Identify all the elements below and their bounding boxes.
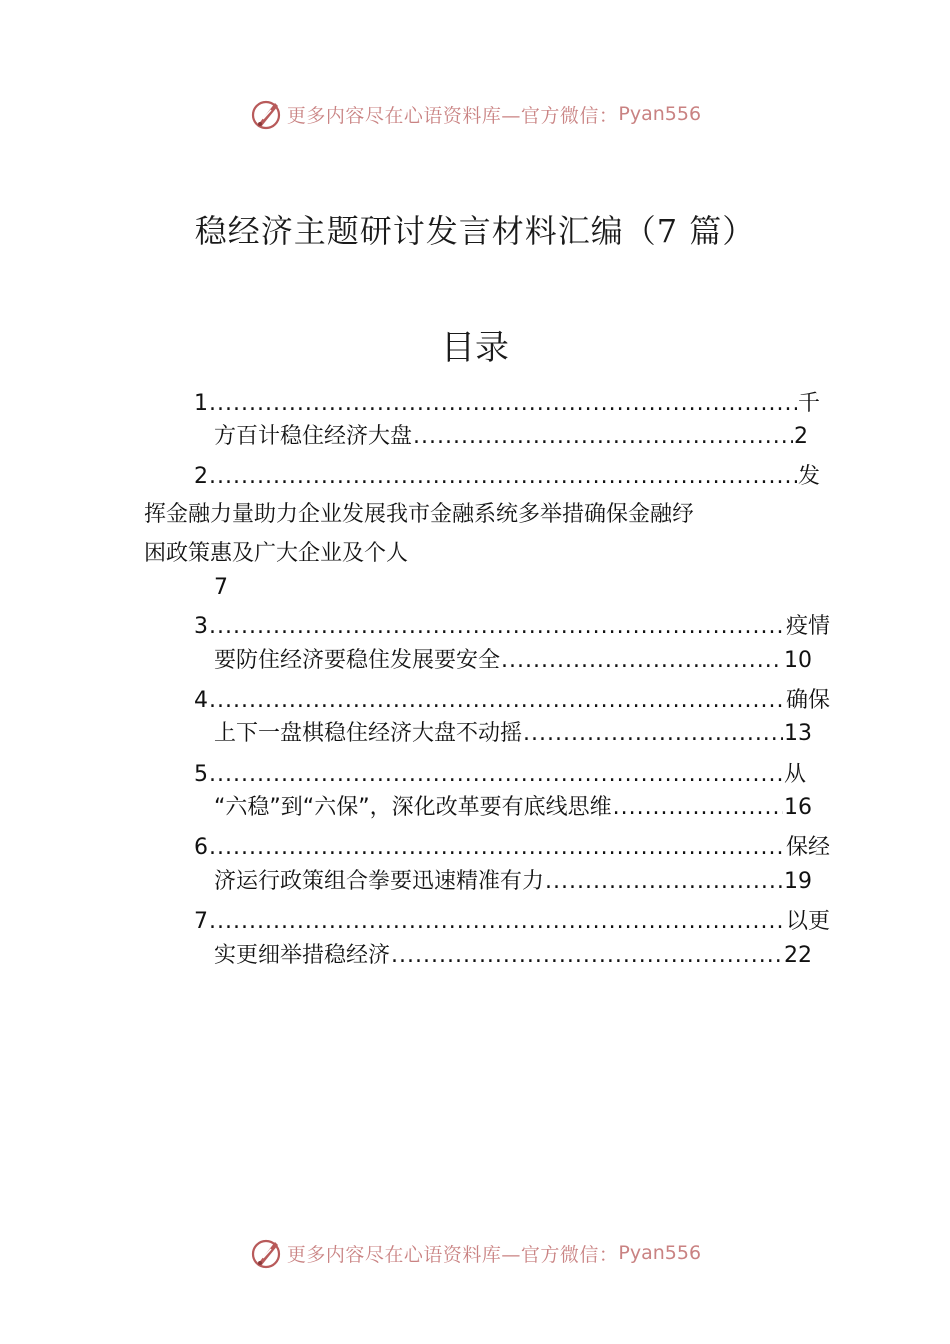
toc-entry-page: 2 — [794, 424, 808, 449]
toc-entry-5-line1[interactable] — [194, 760, 806, 790]
document-title: 稳经济主题研讨发言材料汇编（7 篇） — [194, 212, 756, 250]
watermark-wechat-id: Pyan556 — [618, 1242, 702, 1264]
toc-entry-1-line2[interactable] — [214, 422, 808, 452]
dot-leader — [209, 760, 783, 790]
toc-entry-number: 4 — [194, 688, 208, 713]
toc-entry-2-page: 7 — [214, 575, 228, 600]
watermark-text: 更多内容尽在心语资料库—官方微信： — [286, 1243, 619, 1266]
toc-entry-title-tail: 上下一盘棋稳住经济大盘不动摇 — [214, 721, 523, 746]
toc-entry-title-head: 保经 — [785, 835, 830, 860]
dot-leader — [413, 422, 793, 452]
watermark-text: 更多内容尽在心语资料库—官方微信： — [286, 104, 619, 127]
toc-entry-3-line1[interactable] — [194, 612, 830, 642]
dot-leader — [209, 907, 785, 937]
toc-entry-title-tail: “六稳”到“六保”，深化改革要有底线思维 — [214, 795, 612, 820]
toc-entry-number: 3 — [194, 614, 208, 639]
toc-entry-title-head: 千 — [797, 391, 820, 416]
toc-entry-5-line2[interactable] — [214, 793, 812, 823]
dot-leader — [209, 612, 785, 642]
dot-leader — [391, 941, 783, 971]
toc-entry-number: 1 — [194, 391, 208, 416]
toc-entry-number: 7 — [194, 909, 208, 934]
toc-entry-number: 2 — [194, 464, 208, 489]
toc-entry-6-line1[interactable] — [194, 833, 830, 863]
toc-entry-number: 6 — [194, 835, 208, 860]
dot-leader — [501, 646, 783, 676]
toc-entry-title-head: 疫情 — [785, 614, 830, 639]
dot-leader — [209, 833, 785, 863]
toc-entry-title-head: 以更 — [785, 909, 830, 934]
dot-leader — [545, 867, 783, 897]
toc-entry-4-line1[interactable] — [194, 686, 830, 716]
toc-entry-7-line2[interactable] — [214, 941, 812, 971]
toc-entry-2-line3[interactable]: 困政策惠及广大企业及个人 — [144, 541, 409, 566]
toc-entry-1-line1[interactable] — [194, 389, 820, 419]
dot-leader — [613, 793, 783, 823]
toc-entry-3-line2[interactable] — [214, 646, 812, 676]
toc-entry-page: 13 — [784, 721, 812, 746]
watermark-wechat-id: Pyan556 — [618, 103, 702, 125]
toc-entry-page: 10 — [784, 648, 812, 673]
toc-entry-page: 19 — [784, 869, 812, 894]
dot-leader — [209, 686, 785, 716]
quill-pen-circle-icon — [249, 97, 283, 131]
toc-entry-title-head: 从 — [783, 762, 806, 787]
toc-entry-title-tail: 济运行政策组合拳要迅速精准有力 — [214, 869, 545, 894]
toc-heading: 目录 — [441, 328, 509, 368]
toc-entry-4-line2[interactable] — [214, 719, 812, 749]
toc-entry-7-line1[interactable] — [194, 907, 830, 937]
toc-entry-page: 16 — [784, 795, 812, 820]
dot-leader — [523, 719, 783, 749]
toc-entry-page: 22 — [784, 943, 812, 968]
footer-watermark — [0, 1233, 950, 1273]
toc-entry-title-tail: 要防住经济要稳住发展要安全 — [214, 648, 501, 673]
toc-entry-2-line1[interactable] — [194, 462, 820, 492]
header-watermark — [0, 94, 950, 134]
toc-entry-title-tail: 实更细举措稳经济 — [214, 943, 391, 968]
quill-pen-circle-icon — [249, 1236, 283, 1270]
dot-leader — [209, 462, 797, 492]
toc-entry-number: 5 — [194, 762, 208, 787]
toc-entry-2-line2[interactable]: 挥金融力量助力企业发展我市金融系统多举措确保金融纾 — [144, 502, 695, 527]
dot-leader — [209, 389, 797, 419]
toc-entry-title-head: 确保 — [785, 688, 830, 713]
toc-entry-title-head: 发 — [797, 464, 820, 489]
toc-entry-6-line2[interactable] — [214, 867, 812, 897]
toc-entry-title-tail: 方百计稳住经济大盘 — [214, 424, 413, 449]
